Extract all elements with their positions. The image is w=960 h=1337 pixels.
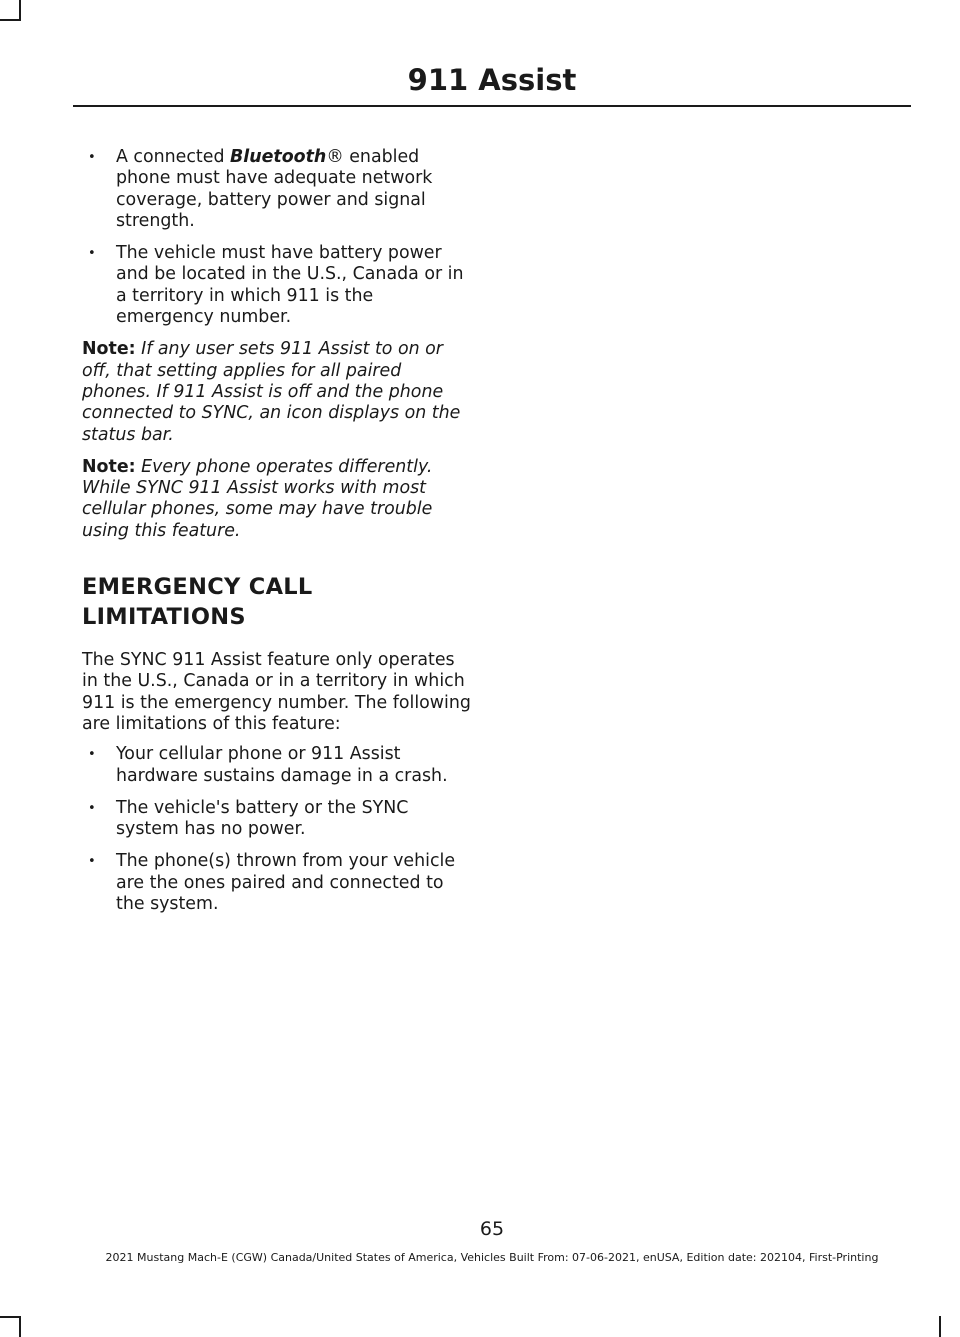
page-number: 65 (479, 1218, 505, 1240)
main-content (82, 147, 474, 926)
note-text: Every phone operates differently. While SYNC 911 Assist works with most cellular phones, some may have trouble using this feature. (82, 456, 433, 541)
bluetooth-term: Bluetooth (230, 147, 327, 167)
crop-mark (0, 1316, 19, 1318)
note (82, 339, 474, 445)
list-item: • Your cellular phone or 911 Assist hardware sustains damage in a crash. (82, 744, 474, 787)
footer-text: 2021 Mustang Mach-E (CGW) Canada/United States of America, Vehicles Built From: 07-06-2021, enUSA, Edition date: 202104, First-Printing (105, 1251, 879, 1264)
list-item: • The phone(s) thrown from your vehicle are the ones paired and connected to the system. (82, 851, 474, 915)
list-item: • The vehicle's battery or the SYNC system has no power. (82, 798, 474, 841)
list-item: • A connected Bluetooth® enabled phone must have adequate network coverage, battery power and signal strength. (82, 147, 474, 232)
section-heading: EMERGENCY CALL LIMITATIONS (82, 574, 313, 631)
note-label: Note: (82, 456, 136, 477)
header-divider (73, 105, 911, 107)
list-item: • The vehicle must have battery power and be located in the U.S., Canada or in a territory in which 911 is the emergency number. (82, 243, 474, 328)
note (82, 457, 474, 542)
note-label: Note: (82, 339, 136, 360)
crop-mark (939, 1316, 941, 1337)
note-text: If any user sets 911 Assist to on or off, that setting applies for all paired phones. If 911 Assist is off and the phone connected to SYNC, an icon displays on the status bar. (82, 339, 461, 445)
crop-mark (0, 19, 19, 21)
page-title: 911 Assist (407, 63, 577, 97)
section-intro: The SYNC 911 Assist feature only operates in the U.S., Canada or in a territory in which 911 is the emergency number. The following are limitations of this feature: (82, 650, 471, 734)
crop-mark (19, 0, 21, 21)
crop-mark (19, 1316, 21, 1337)
